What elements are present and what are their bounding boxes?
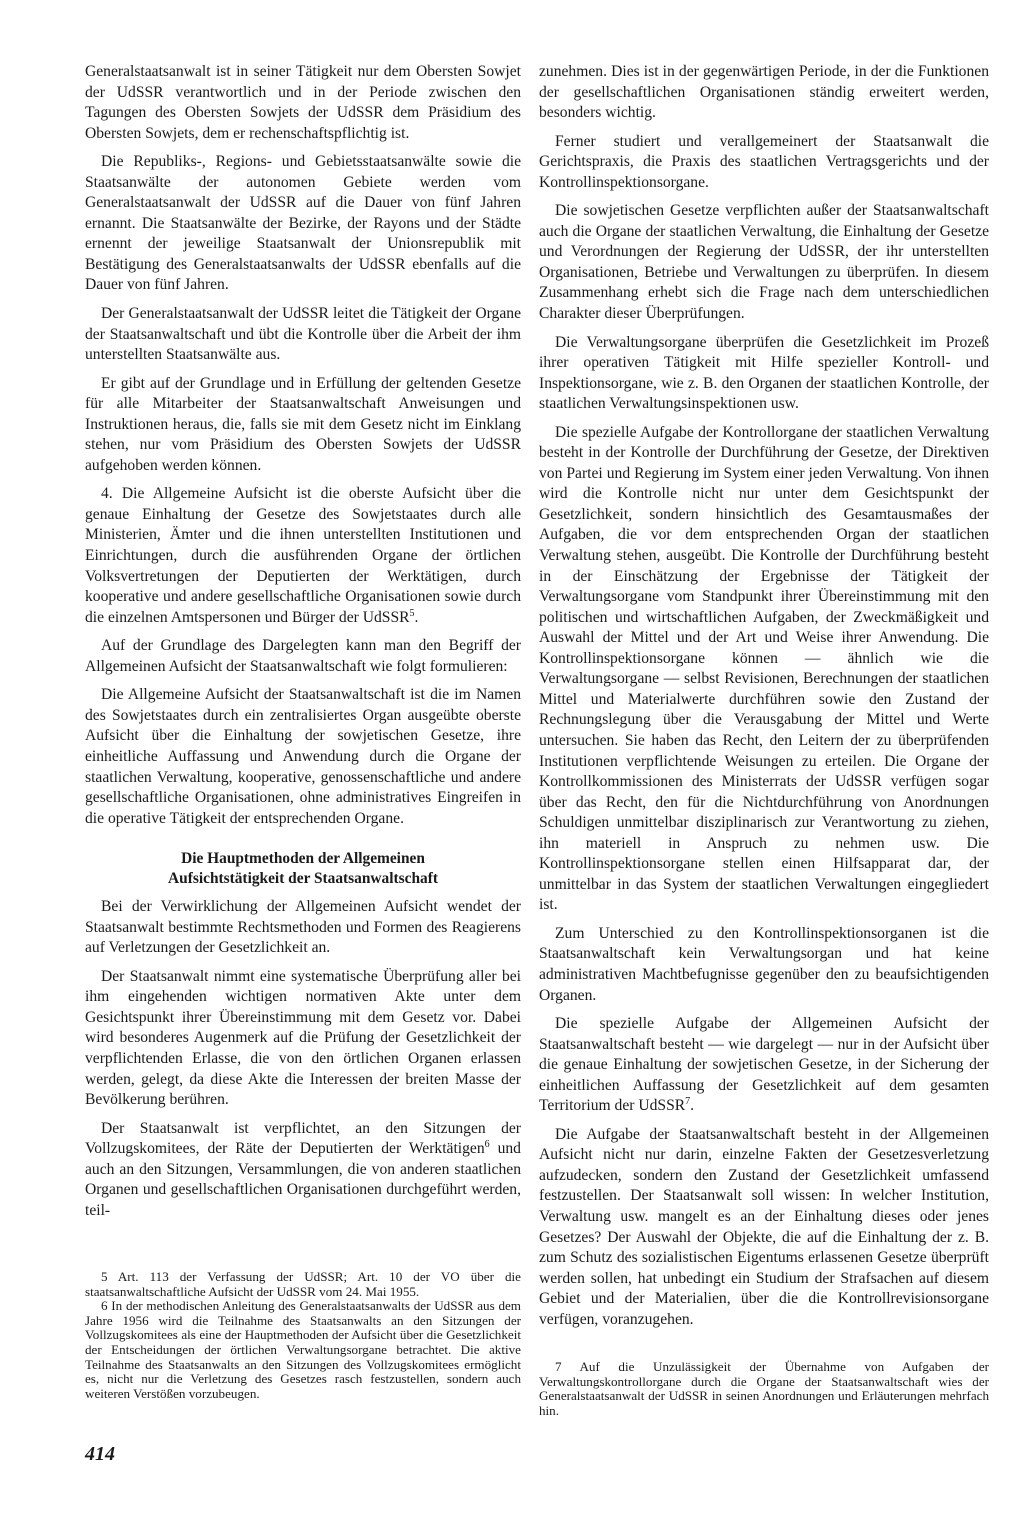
paragraph: Ferner studiert und verallgemeinert der Staatsanwalt die Gerichtspraxis, die Praxis des staatlichen Vertragsgerichts und der Kontrollinspektionsorgane. xyxy=(539,132,989,191)
paragraph-text: 4. Die Allgemeine Aufsicht ist die oberste Aufsicht über die genaue Einhaltung der Gesetze des Sowjetstaates durch alle Ministerien, Ämter und die ihnen unterstellten Institutionen und Einrichtungen, durch die ausführenden Organe der örtlichen Volksvertretungen der Deputierten der Werktätigen, durch kooperative und andere gesellschaftliche Organisationen sowie durch die einzelnen Amtspersonen und Bürger der UdSSR xyxy=(85,485,521,626)
left-column xyxy=(85,62,521,1229)
paragraph-end: . xyxy=(690,1097,695,1115)
paragraph: Die sowjetischen Gesetze verpflichten außer der Staatsanwaltschaft auch die Organe der staatlichen Verwaltung, die Einhaltung der Gesetze und Verordnungen der Regierung der UdSSR, der ihr unterstellten Organisationen, Betriebe und Verwaltungen zu überprüfen. In diesem Zusammenhang erhebt sich die Frage nach dem unterschiedlichen Charakter dieser Überprüfungen. xyxy=(539,202,989,323)
paragraph-text: Die spezielle Aufgabe der Allgemeinen Aufsicht der Staatsanwaltschaft besteht — wie dargelegt — nur in der Aufsicht über die genaue Einhaltung der sowjetischen Gesetze, in der Sicherung der einheitlichen Auffassung der Gesetzlichkeit auf dem gesamten Territorium der UdSSR xyxy=(539,1015,989,1115)
footnote-ref-5: 5 xyxy=(409,607,415,619)
paragraph: Der Staatsanwalt nimmt eine systematische Überprüfung aller bei ihm eingehenden wichtigen normativen Akte unter dem Gesichtspunkt ihrer Übereinstimmung mit dem Gesetz vor. Dabei wird besonderes Augenmerk auf die Prüfung der Gesetzlichkeit der verpflichtenden Erlasse, die von den örtlichen Organen erlassen werden, gelegt, da diese Akte die Interessen der breiten Masse der Bevölkerung berühren. xyxy=(85,967,521,1109)
paragraph: Er gibt auf der Grundlage und in Erfüllung der geltenden Gesetze für alle Mitarbeiter der Staatsanwaltschaft Anweisungen und Instruktionen heraus, die, falls sie mit dem Gesetz nicht im Einklang stehen, nur vom Präsidium des Obersten Sowjets der UdSSR aufgehoben werden können. xyxy=(85,374,521,474)
paragraph-end: . xyxy=(414,608,419,626)
paragraph: Bei der Verwirklichung der Allgemeinen Aufsicht wendet der Staatsanwalt bestimmte Rechtsmethoden und Formen des Reagierens auf Verletzungen der Gesetzlichkeit an. xyxy=(85,898,521,957)
paragraph: Der Generalstaatsanwalt der UdSSR leitet die Tätigkeit der Organe der Staatsanwaltschaft und übt die Kontrolle über die Arbeit der ihm unterstellten Staatsanwälte aus. xyxy=(85,305,521,364)
paragraph: zunehmen. Dies ist in der gegenwärtigen Periode, in der die Funktionen der gesellschaftlichen Organisationen ständig erweitert werden, besonders wichtig. xyxy=(539,63,989,122)
footnotes-right xyxy=(539,1360,989,1418)
right-column xyxy=(539,62,989,1338)
section-heading-line-2: Aufsichtstätigkeit der Staatsanwaltschaft xyxy=(168,870,438,888)
paragraph: Die Verwaltungsorgane überprüfen die Gesetzlichkeit im Prozeß ihrer operativen Tätigkeit mit Hilfe spezieller Kontroll- und Inspektionsorgane, wie z. B. den Organen der staatlichen Kontrolle, der staatlichen Verwaltungsinspektionen usw. xyxy=(539,333,989,413)
paragraph: Zum Unterschied zu den Kontrollinspektionsorganen ist die Staatsanwaltschaft kein Verwaltungsorgan und hat keine administrativen Machtbefugnisse gegenüber den zu beaufsichtigenden Organen. xyxy=(539,924,989,1004)
paragraph xyxy=(539,1014,989,1117)
page-number: 414 xyxy=(85,1443,115,1465)
footnote-7: 7 Auf die Unzulässigkeit der Übernahme von Aufgaben der Verwaltungskontrollorgane durch die Organe der Staatsanwaltschaft wies der Generalstaatsanwalt der UdSSR in seinen Anordnungen und Erläuterungen mehrfach hin. xyxy=(539,1359,989,1418)
definition-paragraph: Die Allgemeine Aufsicht der Staatsanwaltschaft ist die im Namen des Sowjetstaates durch ein zentralisiertes Organ ausgeübte oberste Aufsicht über die Einhaltung der sowjetischen Gesetze, ihre einheitliche Auffassung und Anwendung durch die Organe der staatlichen Verwaltung, kooperative, genossenschaftliche und andere gesellschaftliche Organisationen, ohne administratives Eingreifen in die operative Tätigkeit der entsprechenden Organe. xyxy=(85,686,521,827)
footnote-6: 6 In der methodischen Anleitung des Generalstaatsanwalts der UdSSR aus dem Jahre 1956 wird die Teilnahme des Staatsanwalts an den Sitzungen der Vollzugskomitees als eine der Hauptmethoden der Aufsicht über die Gesetzlichkeit der Entscheidungen der örtlichen Verwaltungsorgane betrachtet. Die aktive Teilnahme des Staatsanwalts an den Sitzungen des Vollzugskomitees ermöglicht es, nicht nur die Verletzung des Gesetzes rasch festzustellen, sondern auch weiteren Verstößen vorzubeugen. xyxy=(85,1298,521,1401)
paragraph: Auf der Grundlage des Dargelegten kann man den Begriff der Allgemeinen Aufsicht der Staatsanwaltschaft wie folgt formulieren: xyxy=(85,637,521,675)
footnote-5: 5 Art. 113 der Verfassung der UdSSR; Art. 10 der VO über die staatsanwaltschaftliche Aufsicht der UdSSR vom 24. Mai 1955. xyxy=(85,1269,521,1299)
paragraph xyxy=(85,484,521,628)
section-heading-line-1: Die Hauptmethoden der Allgemeinen xyxy=(181,850,425,868)
paragraph: Die spezielle Aufgabe der Kontrollorgane der staatlichen Verwaltung besteht in der Kontrolle der Durchführung der Gesetze, der Direktiven von Partei und Regierung im System einer jeden Verwaltung. Von ihnen wird die Kontrolle nicht nur unter dem Gesichtspunkt der Gesetzlichkeit, sondern hinsichtlich des Gesamtausmaßes der Aufgaben, die vor dem entsprechenden Organ der staatlichen Verwaltung stehen, ausgeübt. Die Kontrolle der Durchführung besteht in der Einschätzung der Ergebnisse der Tätigkeit der Verwaltungsorgane vom Standpunkt ihrer Übereinstimmung mit den politischen und wirtschaftlichen Aufgaben, der Zweckmäßigkeit und Auswahl der Mittel und der Art und Weise ihrer Anwendung. Die Kontrollinspektionsorgane können — ähnlich wie die Verwaltungsorgane — selbst Revisionen, Berechnungen der staatlichen Mittel und Materialwerte durchführen sowie den Zustand der Rechnungslegung über die Verausgabung der Mittel und Werte untersuchen. Sie haben das Recht, den Leitern der zu überprüfenden Institutionen verpflichtende Weisungen zu erteilen. Die Organe der Kontrollkommissionen des Ministerrats der UdSSR verfügen sogar über das Recht, den für die Nichtdurchführung von Anordnungen Schuldigen unmittelbar disziplinarisch zur Verantwortung zu ziehen, ihn materiell in Anspruch zu nehmen usw. Die Kontrollinspektionsorgane stellen einen Hilfsapparat dar, der unmittelbar in das System der staatlichen Verwaltungen eingegliedert ist. xyxy=(539,423,989,914)
footnote-ref-6: 6 xyxy=(484,1138,490,1150)
paragraph: Die Aufgabe der Staatsanwaltschaft besteht in der Allgemeinen Aufsicht nicht nur darin, einzelne Fakten der Gesetzesverletzung aufzudecken, sondern den Zustand der Gesetzlichkeit umfassend festzustellen. Der Staatsanwalt soll wissen: In welcher Institution, Verwaltung usw. mangelt es an der Einhaltung dieses oder jenes Gesetzes? Der Auswahl der Objekte, die auf die Einhaltung der z. B. zum Schutz des sozialistischen Eigentums erlassenen Gesetze überprüft werden sollen, hat unbedingt ein Studium der Strafsachen auf diesem Gebiet und der Materialien, über die die Kontrollrevisionsorgane verfügen, voranzugehen. xyxy=(539,1125,989,1328)
paragraph: Die Republiks-, Regions- und Gebietsstaatsanwälte sowie die Staatsanwälte der autonomen Gebiete werden vom Generalstaatsanwalt der UdSSR auf die Dauer von fünf Jahren ernannt. Die Staatsanwälte der Bezirke, der Rayons und der Städte ernennt der jeweilige Staatsanwalt der Unionsrepublik mit Bestätigung des Generalstaatsanwalts der UdSSR ebenfalls auf die Dauer von fünf Jahren. xyxy=(85,153,521,294)
paragraph xyxy=(85,1119,521,1222)
paragraph: Generalstaatsanwalt ist in seiner Tätigkeit nur dem Obersten Sowjet der UdSSR verantwortlich und in der Periode zwischen den Tagungen des Obersten Sowjets der UdSSR dem Präsidium des Obersten Sowjets, dem er rechenschaftspflichtig ist. xyxy=(85,63,521,142)
footnotes-left xyxy=(85,1270,521,1401)
paragraph-text: und auch an den Sitzungen, Versammlungen, die von anderen staatlichen Organen und gesellschaftlichen Organisationen durchgeführt werden, teil- xyxy=(85,1140,521,1219)
footnote-ref-7: 7 xyxy=(685,1096,691,1108)
paragraph-text: Der Staatsanwalt ist verpflichtet, an den Sitzungen der Vollzugskomitees, der Räte der Deputierten der Werktätigen xyxy=(85,1119,521,1158)
section-heading xyxy=(85,849,521,889)
